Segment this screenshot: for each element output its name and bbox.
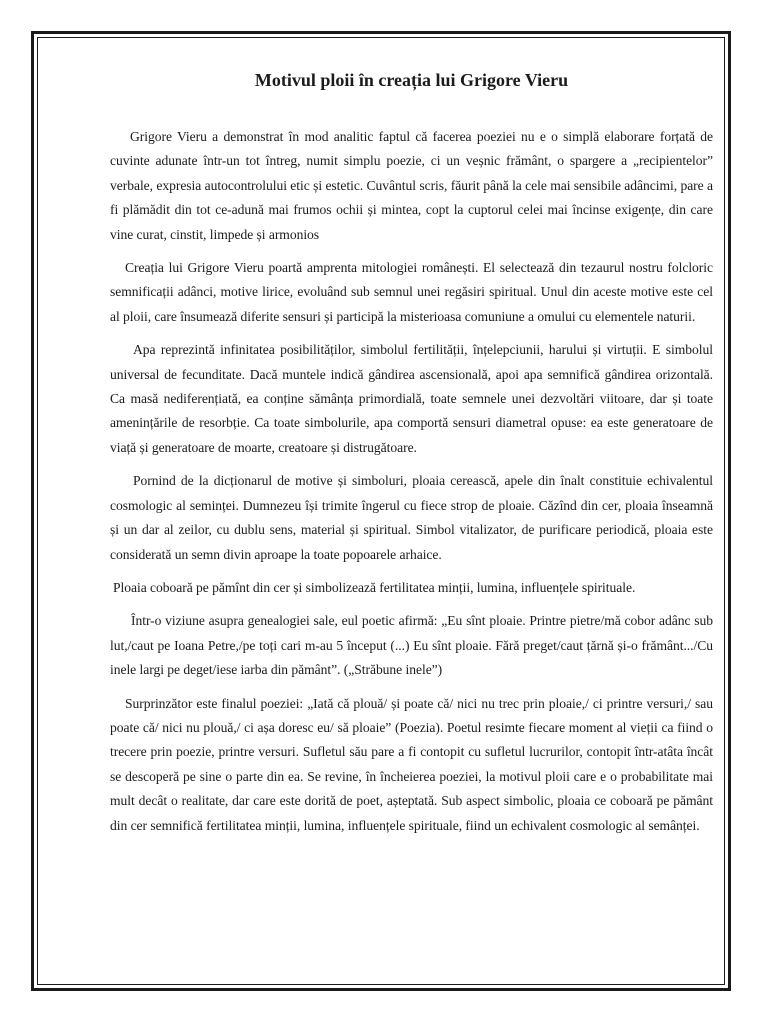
paragraph: Apa reprezintă infinitatea posibilităților, simbolul fertilității, înțelepciunii, harului și virtuții. E simbolul universal de fecunditate. Dacă muntele indică gândirea ascensională, apoi apa semnifică gândirea orizontală. Ca masă nediferențiată, ea conține sămânța primordială, toate semnele unei dezvoltări viitoare, dar și toate amenințările de resorbție. Ca toate simbolurile, apa comportă sensuri diametral opuse: ea este generatoare de viață și generatoare de moarte, creatoare și distrugătoare. [110, 342, 713, 455]
paragraph: Grigore Vieru a demonstrat în mod analitic faptul că facerea poeziei nu e o simplă elaborare forțată de cuvinte adunate într-un tot întreg, numit simplu poezie, ci un veșnic frământ, o spargere a „recipientelor” verbale, expresia autocontrolului etic și estetic. Cuvântul scris, făurit până la cele mai sensibile adâncimi, pare a fi plămădit din tot ce-adună mai frumos ochii și mintea, copt la cuptorul celei mai încinse exigențe, din care vine curat, cinstit, limpede și armonios [110, 129, 713, 242]
paragraph: Surprinzător este finalul poeziei: „Iată că plouă/ și poate că/ nici nu trec prin ploaie,/ ci printre versuri,/ sau poate că/ nici nu plouă,/ ci așa doresc eu/ să ploaie” (Poezia). Poetul resimte fiecare moment al vieții ca fiind o trecere prin poezie, printre versuri. Sufletul său pare a fi contopit cu sufletul lucrurilor, contopit într-atâta încât se descoperă pe sine o parte din ea. Se revine, în încheierea poeziei, la motivul ploii care e o probabilitate mai mult decât o realitate, dar care este dorită de poet, așteptată. Sub aspect simbolic, ploaia ce coboară pe pământ din cer semnifică fertilitatea minții, lumina, influențele spirituale, fiind un echivalent cosmologic al semânței. [110, 695, 713, 833]
document-title: Motivul ploii în creația lui Grigore Vieru [254, 70, 569, 90]
paragraph: Pornind de la dicționarul de motive și simboluri, ploaia cerească, apele din înalt constituie echivalentul cosmologic al seminței. Dumnezeu își trimite îngerul cu fiece strop de ploaie. Căzînd din cer, ploaia înseamnă și un dar al zeilor, cu dublu sens, material și spiritual. Simbol vitalizator, de purificare periodică, ploaia este considerată un semn divin aproape la toate popoarele arhaice. [110, 473, 713, 562]
document-body [110, 66, 713, 847]
paragraph: Ploaia coboară pe pămînt din cer și simbolizează fertilitatea minții, lumina, influențele spirituale. [113, 579, 636, 595]
paragraph: Creația lui Grigore Vieru poartă amprenta mitologiei românești. El selectează din tezaurul nostru folcloric semnificații adânci, motive lirice, evoluând sub semnul unei regăsiri spiritual. Unul din aceste motive este cel al ploii, care însumează diferite sensuri și participă la misterioasa comuniune a omului cu elementele naturii. [110, 260, 713, 324]
paragraph: Într-o viziune asupra genealogiei sale, eul poetic afirmă: „Eu sînt ploaie. Printre pietre/mă cobor adânc sub lut,/caut pe Ioana Petre,/pe toți cari m-au 5 început (...) Eu sînt ploaie. Fără preget/caut țărnă și-o frământ.../Cu inele largi pe deget/iese iarba din pământ”. („Străbune inele”) [110, 613, 713, 678]
